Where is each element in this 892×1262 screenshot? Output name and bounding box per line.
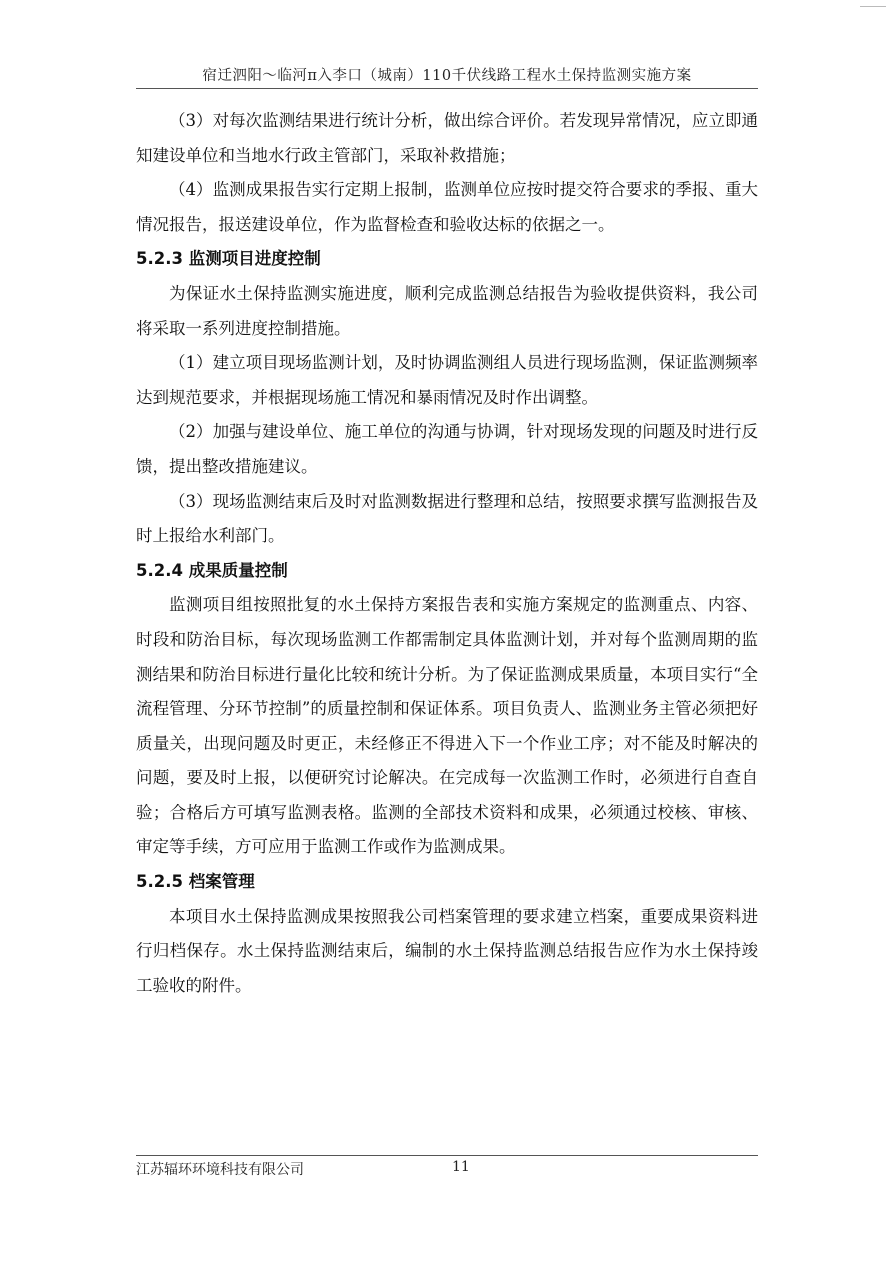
- section-heading-5-2-5: 5.2.5 档案管理: [136, 872, 255, 892]
- header-divider: [136, 88, 758, 89]
- paragraph-item-3: （3）对每次监测结果进行统计分析，做出综合评价。若发现异常情况，应立即通知建设单位和当地水行政主管部门，采取补救措施；: [136, 111, 758, 165]
- footer-divider: [136, 1155, 758, 1156]
- paragraph-item-4: （4）监测成果报告实行定期上报制，监测单位应按时提交符合要求的季报、重大情况报告，报送建设单位，作为监督检查和验收达标的依据之一。: [136, 180, 758, 234]
- paragraph-progress-intro: 为保证水土保持监测实施进度，顺利完成监测总结报告为验收提供资料，我公司将采取一系列进度控制措施。: [136, 283, 758, 338]
- paragraph-progress-3: （3）现场监测结束后及时对监测数据进行整理和总结，按照要求撰写监测报告及时上报给水利部门。: [136, 491, 758, 546]
- paragraph-progress-2: （2）加强与建设单位、施工单位的沟通与协调，针对现场发现的问题及时进行反馈，提出整改措施建议。: [136, 422, 758, 476]
- paragraph-archive-management: 本项目水土保持监测成果按照我公司档案管理的要求建立档案，重要成果资料进行归档保存。水土保持监测结束后，编制的水土保持监测总结报告应作为水土保持竣工验收的附件。: [136, 906, 758, 995]
- section-heading-5-2-3: 5.2.3 监测项目进度控制: [136, 249, 321, 269]
- page-number: 11: [452, 1159, 470, 1175]
- footer-company-name: 江苏辐环环境科技有限公司: [136, 1162, 304, 1178]
- running-header-title: 宿迁泗阳～临河π入李口（城南）110千伏线路工程水土保持监测实施方案: [202, 68, 692, 84]
- page-corner-mark: [860, 0, 886, 7]
- section-heading-5-2-4: 5.2.4 成果质量控制: [136, 560, 288, 580]
- paragraph-quality-control: 监测项目组按照批复的水土保持方案报告表和实施方案规定的监测重点、内容、时段和防治目标，每次现场监测工作都需制定具体监测计划，并对每个监测周期的监测结果和防治目标进行量化比较和统计分析。为了保证监测成果质量，本项目实行“全流程管理、分环节控制”的质量控制和保证体系。项目负责人、监测业务主管必须把好质量关，出现问题及时更正，未经修正不得进入下一个作业工序；对不能及时解决的问题，要及时上报，以便研究讨论解决。在完成每一次监测工作时，必须进行自查自验；合格后方可填写监测表格。监测的全部技术资料和成果，必须通过校核、审核、审定等手续，方可应用于监测工作或作为监测成果。: [136, 595, 758, 857]
- document-body: [136, 104, 758, 1003]
- paragraph-progress-1: （1）建立项目现场监测计划，及时协调监测组人员进行现场监测，保证监测频率达到规范要求，并根据现场施工情况和暴雨情况及时作出调整。: [136, 353, 758, 407]
